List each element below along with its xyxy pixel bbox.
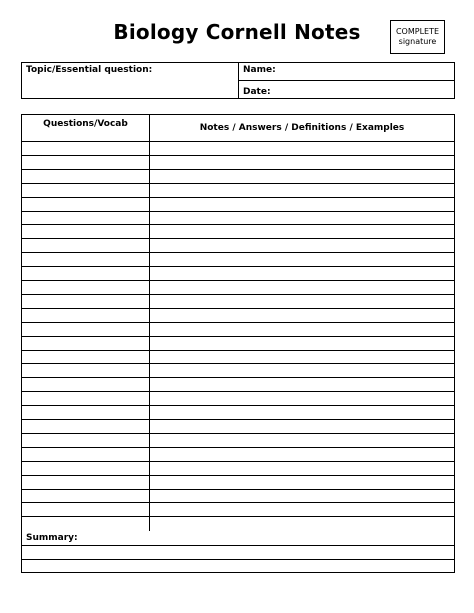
- note-row-line: [22, 447, 454, 448]
- summary-row-line: [22, 559, 454, 560]
- signature-box[interactable]: [390, 20, 445, 54]
- date-label: Date:: [243, 87, 271, 97]
- note-row-line: [22, 169, 454, 170]
- notes-grid: [21, 114, 455, 573]
- note-row-line: [22, 475, 454, 476]
- note-row-line: [22, 405, 454, 406]
- note-row-line: [22, 280, 454, 281]
- note-row-line: [22, 419, 454, 420]
- signature-box-line1: COMPLETE: [395, 27, 440, 36]
- note-row-line: [22, 155, 454, 156]
- note-row-line: [22, 224, 454, 225]
- summary-label: Summary:: [26, 533, 78, 543]
- note-row-line: [22, 502, 454, 503]
- note-row-line: [22, 322, 454, 323]
- note-row-line: [22, 252, 454, 253]
- note-row-line: [22, 294, 454, 295]
- note-row-line: [22, 141, 454, 142]
- note-row-line: [22, 377, 454, 378]
- note-row-line: [22, 266, 454, 267]
- note-row-line: [22, 308, 454, 309]
- info-table: [21, 62, 455, 99]
- summary-divider: [22, 516, 454, 517]
- note-row-line: [22, 461, 454, 462]
- signature-box-line2: signature: [398, 37, 437, 46]
- note-row-line: [22, 197, 454, 198]
- page-title: Biology Cornell Notes: [113, 20, 361, 44]
- note-row-line: [22, 391, 454, 392]
- note-row-line: [22, 336, 454, 337]
- info-divider-horizontal: [238, 80, 454, 81]
- note-row-line: [22, 183, 454, 184]
- note-row-line: [22, 489, 454, 490]
- note-row-line: [22, 363, 454, 364]
- note-row-line: [22, 211, 454, 212]
- topic-label: Topic/Essential question:: [26, 65, 153, 75]
- name-label: Name:: [243, 65, 276, 75]
- notes-answers-header: Notes / Answers / Definitions / Examples: [199, 123, 405, 133]
- notes-column-divider: [149, 115, 150, 531]
- note-row-line: [22, 350, 454, 351]
- questions-vocab-header: Questions/Vocab: [43, 119, 128, 129]
- note-row-line: [22, 238, 454, 239]
- summary-row-line: [22, 545, 454, 546]
- note-row-line: [22, 433, 454, 434]
